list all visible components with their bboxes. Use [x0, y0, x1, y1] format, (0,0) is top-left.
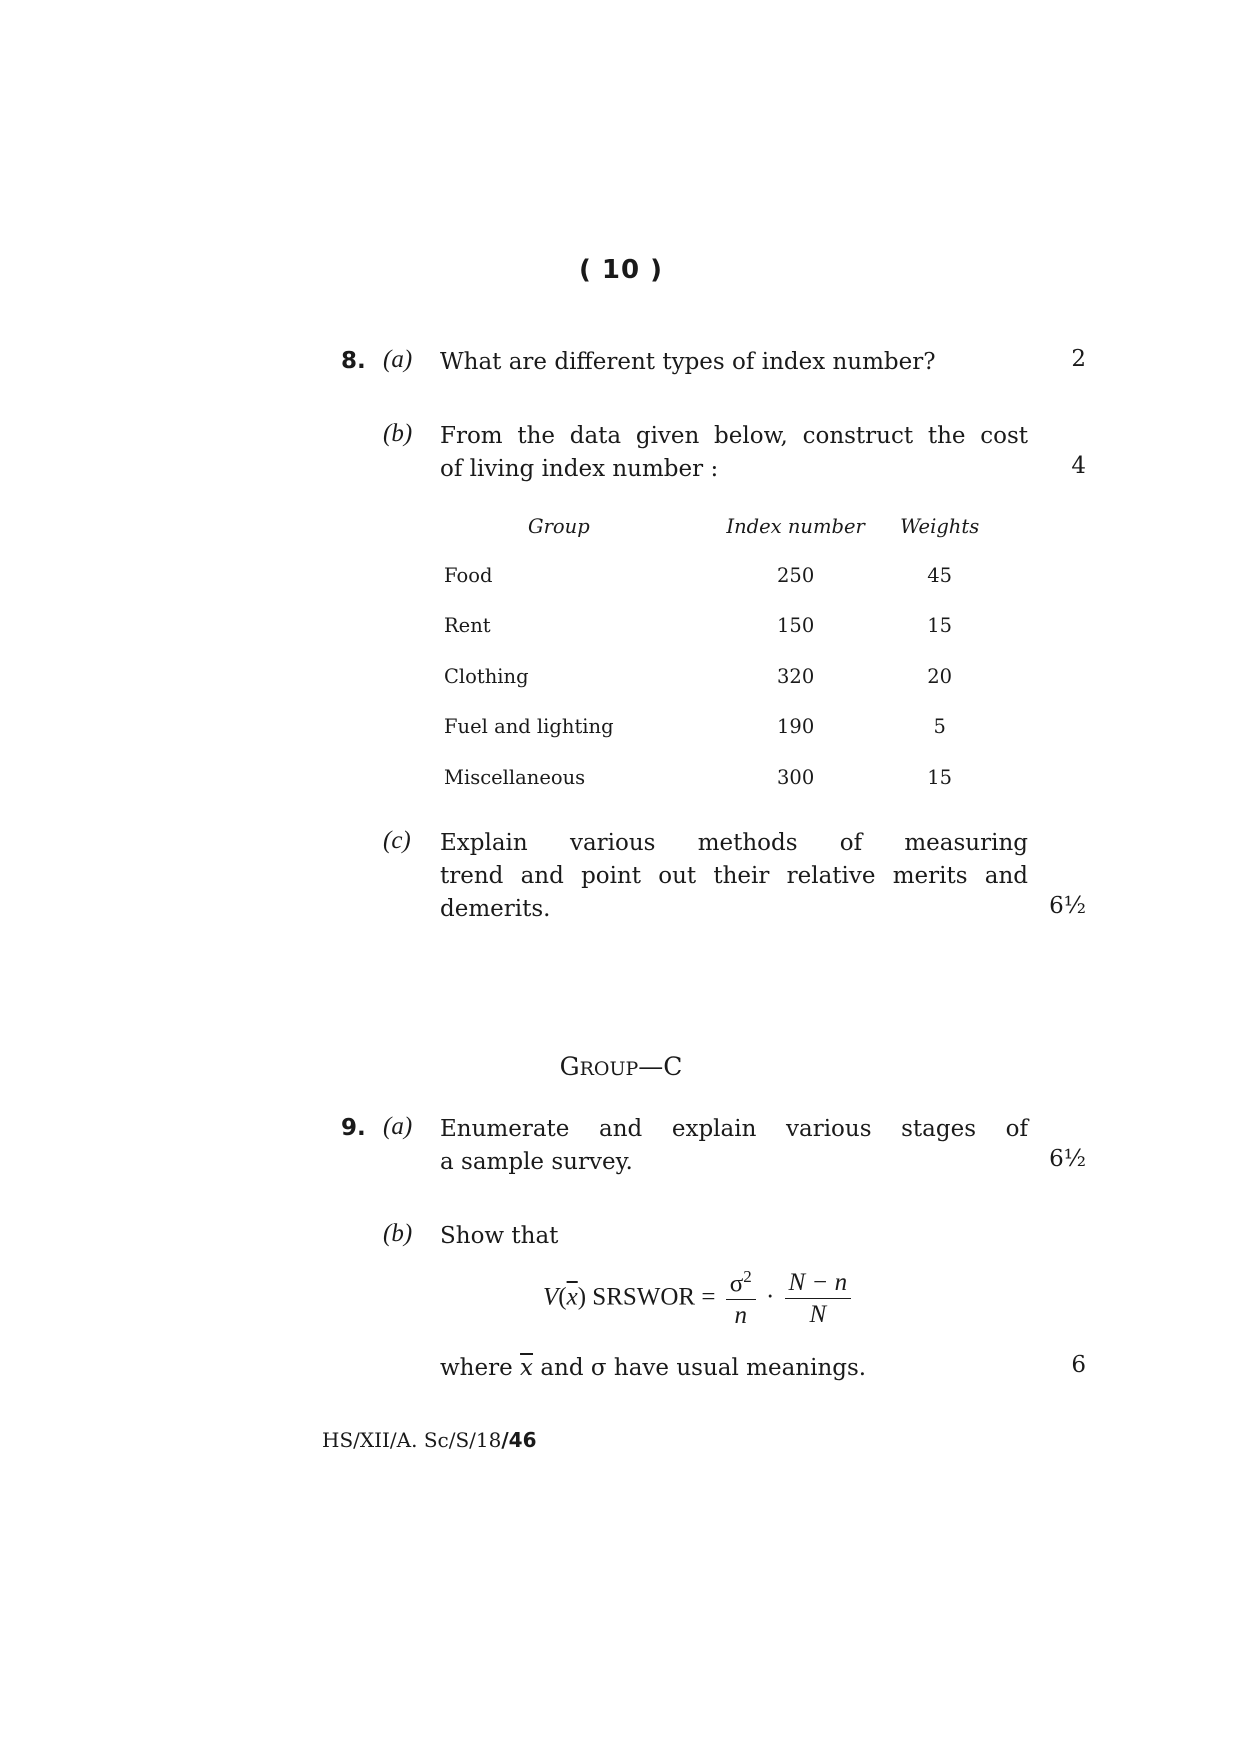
row-group: Rent: [444, 614, 491, 638]
group-heading-smallcaps: ROUP: [579, 1058, 639, 1080]
table-row: [440, 601, 1010, 652]
table-row: [440, 550, 1010, 601]
formula-fraction-sigma: [726, 1267, 756, 1330]
q8b-marks: 4: [1071, 453, 1086, 479]
question-8-number: 8.: [341, 348, 366, 374]
formula-exponent: 2: [743, 1267, 752, 1286]
q9a-line2: a sample survey.: [440, 1149, 633, 1175]
row-index: 190: [777, 715, 815, 739]
where-prefix: where: [440, 1355, 513, 1381]
q8c-line3: demerits.: [440, 896, 551, 922]
q8a-marks: 2: [1071, 346, 1086, 372]
row-weight: 20: [927, 664, 953, 688]
question-9-number: 9.: [341, 1115, 366, 1141]
q8c-line2: trend and point out their relative merits and: [440, 863, 1028, 889]
formula-xbar: $\overline{x}$: [566, 1283, 578, 1311]
row-group: Clothing: [444, 664, 529, 688]
q8c-label: (c): [383, 827, 411, 854]
row-index: 150: [777, 614, 815, 638]
formula-sigma: σ: [729, 1270, 744, 1298]
table-row: [440, 752, 1010, 803]
paper-code-text: HS/XII/A. Sc/S/18: [322, 1428, 502, 1452]
q8c-line1: Explain various methods of measuring: [440, 830, 1028, 856]
q9b-marks: 6: [1071, 1352, 1086, 1378]
q8a-text: What are different types of index number?: [440, 349, 936, 375]
formula-open-paren: (: [558, 1283, 567, 1311]
row-group: Miscellaneous: [444, 765, 586, 789]
cost-of-living-table: [440, 502, 1010, 803]
formula-v: V: [543, 1283, 559, 1311]
q9a-label: (a): [383, 1113, 413, 1140]
group-heading-initial: G: [559, 1052, 580, 1081]
formula-fpc-numerator: N − n: [785, 1269, 852, 1299]
group-heading: [0, 1052, 1242, 1081]
header-group: Group: [528, 514, 590, 538]
row-index: 250: [777, 563, 815, 587]
group-heading-suffix: —C: [638, 1052, 683, 1081]
q9b-intro: Show that: [440, 1223, 559, 1249]
q9a-line1: Enumerate and explain various stages of: [440, 1116, 1028, 1142]
page-number: ( 10 ): [578, 255, 664, 285]
row-index: 320: [777, 664, 815, 688]
row-group: Fuel and lighting: [444, 715, 614, 739]
q8a-label: (a): [383, 346, 413, 373]
formula-srswor: SRSWOR =: [592, 1283, 716, 1311]
row-weight: 5: [933, 715, 946, 739]
table-row: [440, 651, 1010, 702]
formula-dot: ·: [765, 1283, 775, 1311]
q9b-where-line: [440, 1352, 866, 1385]
where-suffix: and σ have usual meanings.: [540, 1355, 867, 1381]
row-weight: 45: [927, 563, 953, 587]
q8b-line2: of living index number :: [440, 456, 719, 482]
table-row: [440, 702, 1010, 753]
q8b-label: (b): [383, 420, 413, 447]
row-index: 300: [777, 765, 815, 789]
q8b-line1: From the data given below, construct the cost: [440, 423, 1028, 449]
formula-fpc-denominator: N: [809, 1300, 827, 1328]
formula-fraction-fpc: [785, 1269, 852, 1329]
table-header-row: [440, 502, 1010, 550]
variance-formula: [543, 1267, 855, 1330]
header-index-number: Index number: [726, 514, 865, 538]
row-weight: 15: [927, 765, 953, 789]
q8c-marks: 6½: [1049, 893, 1086, 919]
header-weights: Weights: [900, 514, 980, 538]
paper-code: [322, 1428, 537, 1452]
q9b-label: (b): [383, 1220, 413, 1247]
row-weight: 15: [927, 614, 953, 638]
formula-n: n: [734, 1302, 747, 1330]
q8c-text: [440, 827, 1028, 926]
q8b-text: [440, 420, 1028, 486]
paper-code-bold: /46: [501, 1428, 537, 1452]
formula-close-paren: ): [577, 1283, 587, 1311]
row-group: Food: [444, 563, 493, 587]
q9a-marks: 6½: [1049, 1146, 1086, 1172]
q9a-text: [440, 1113, 1028, 1179]
where-xbar: $\overline{x}$: [520, 1355, 534, 1381]
